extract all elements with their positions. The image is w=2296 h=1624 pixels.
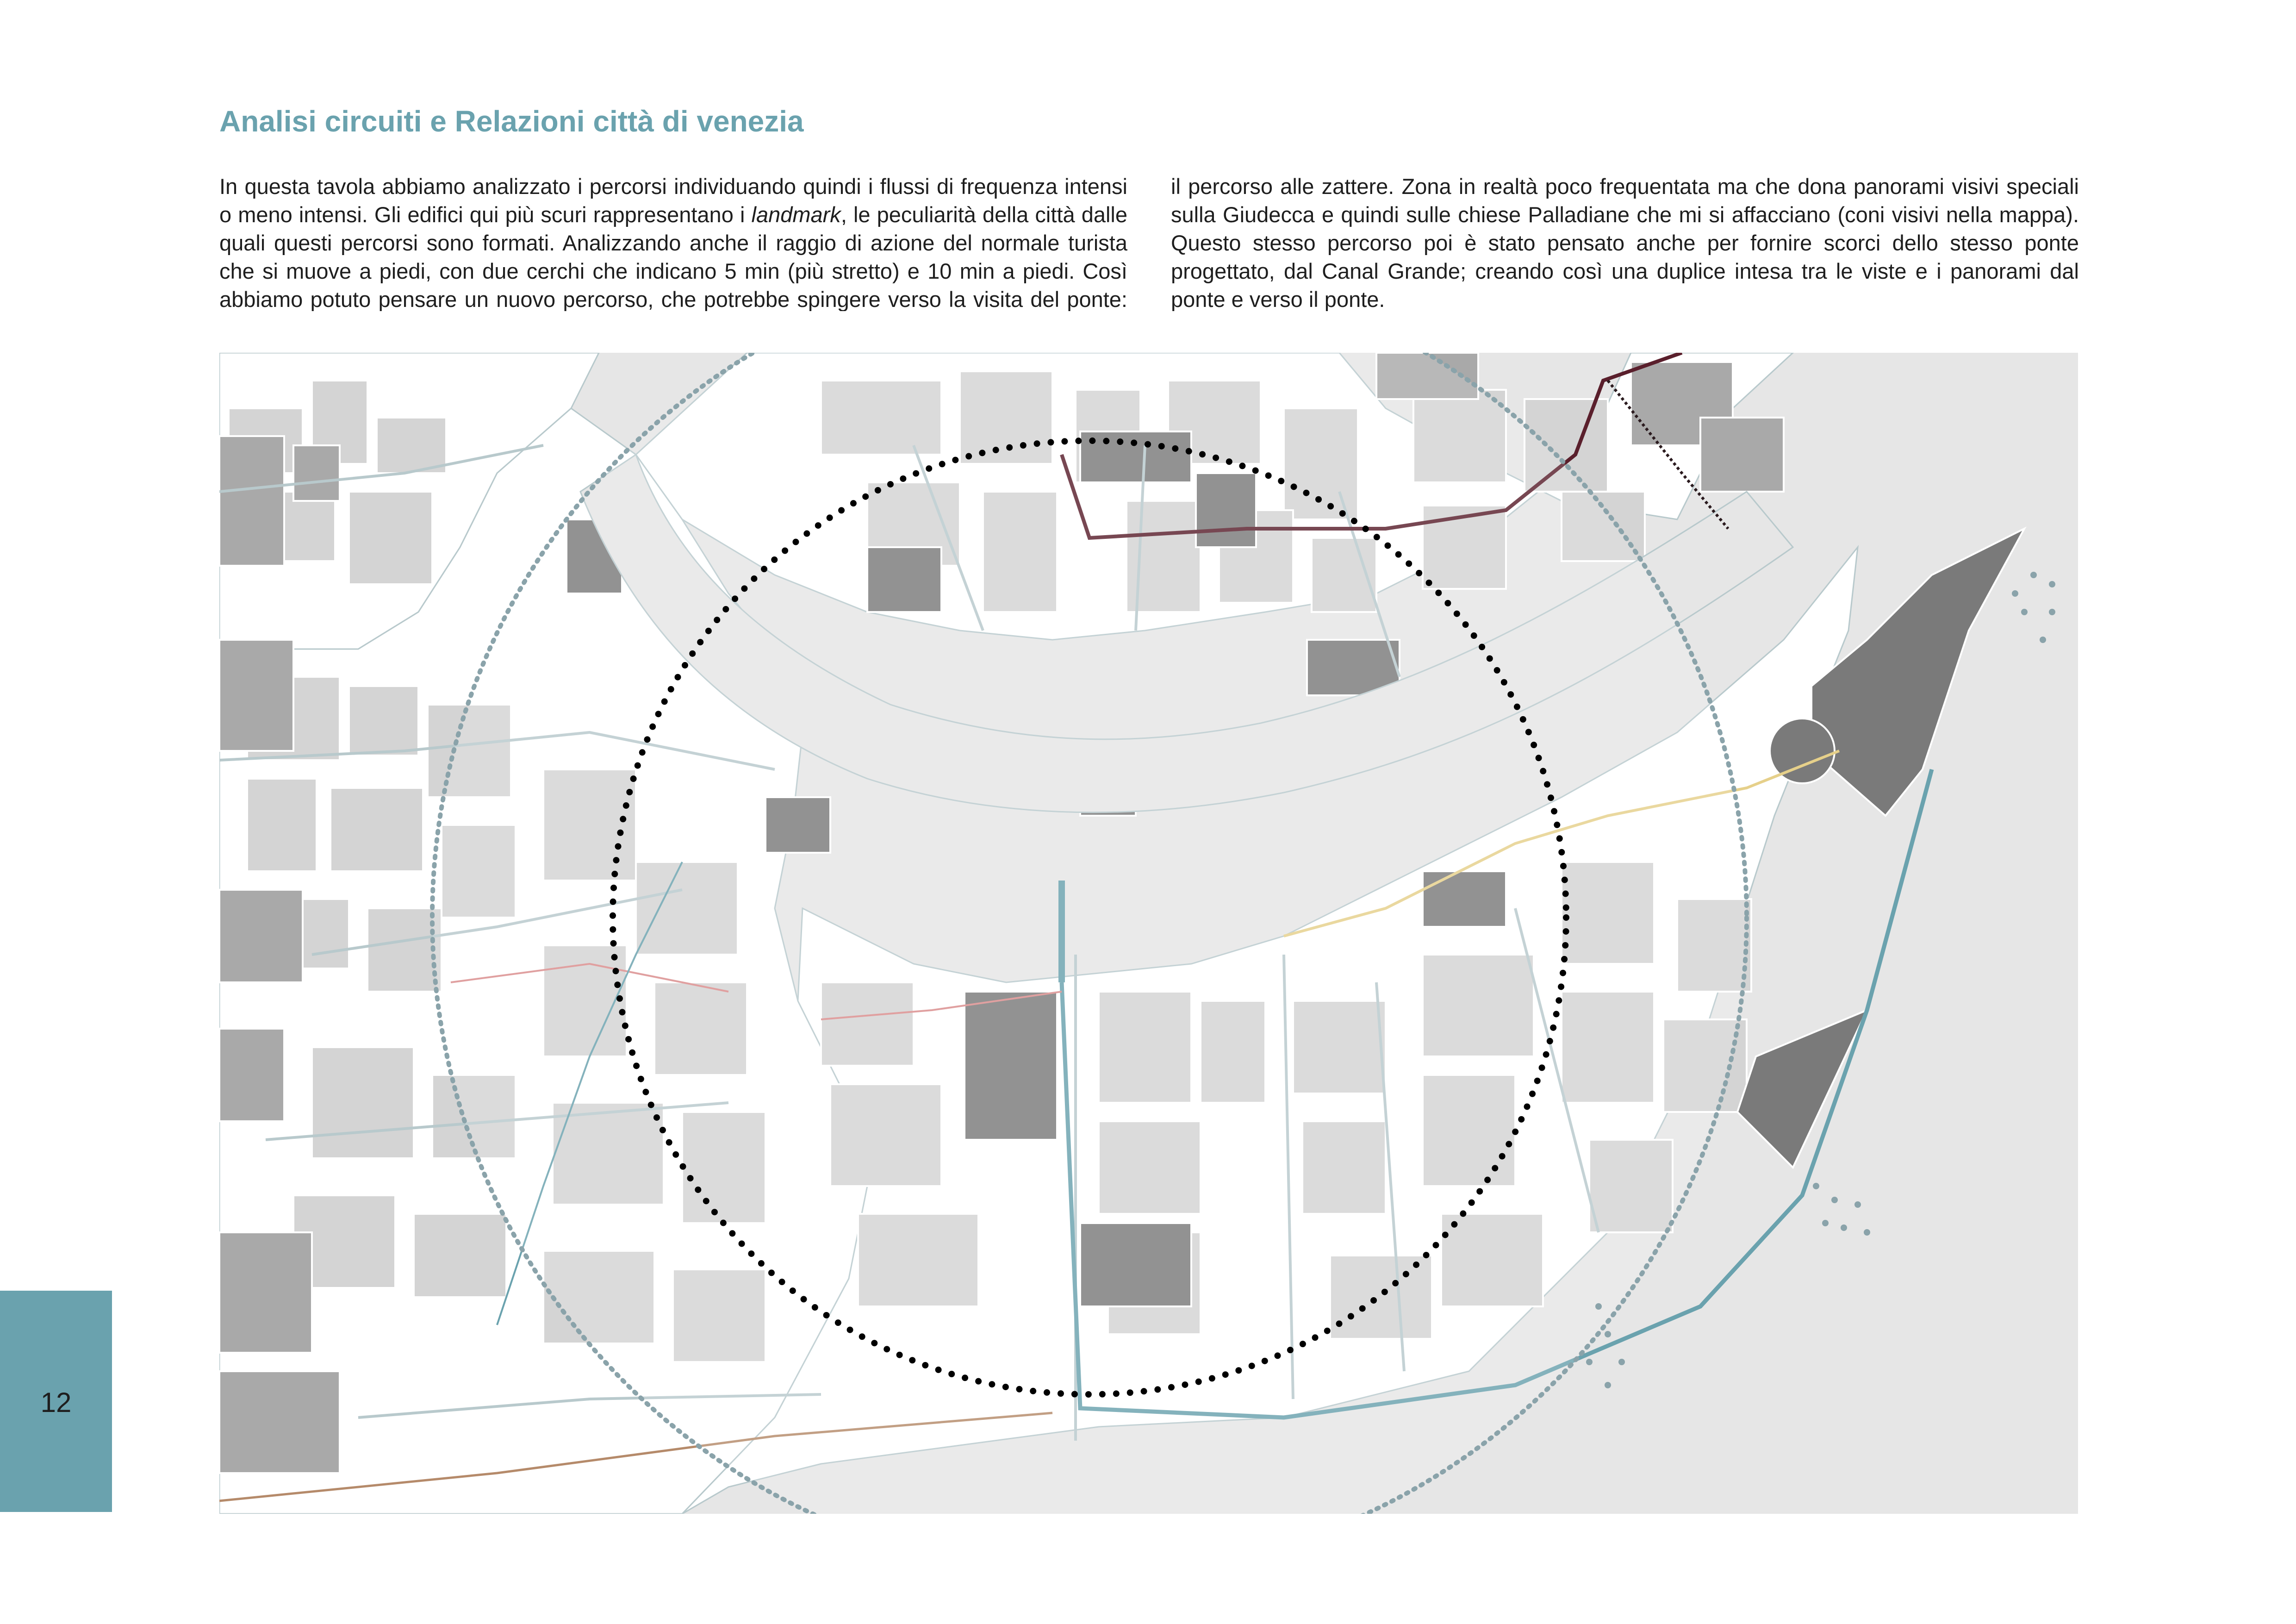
map-drawing <box>219 353 2078 1514</box>
page-number: 12 <box>40 1387 72 1418</box>
intro-left-line-4: che si muove a piedi, con due cerchi che indicano 5 min (più stretto) e 10 min a piedi. Così <box>219 259 1127 283</box>
page-title: Analisi circuiti e Relazioni città di venezia <box>219 105 804 138</box>
intro-left-line-2: o meno intensi. Gli edifici qui più scuri rappresentano i landmark, le peculiarità della città dalle <box>219 202 1127 227</box>
venice-map <box>219 353 2078 1514</box>
intro-left-line-3: quali questi percorsi sono formati. Analizzando anche il raggio di azione del normale turista <box>219 231 1127 255</box>
intro-right-line-5: ponte e verso il ponte. <box>1171 287 1385 311</box>
intro-left-line-5: abbiamo potuto pensare un nuovo percorso, che potrebbe spingere verso la visita del ponte: <box>219 287 1127 311</box>
intro-right-line-2: sulla Giudecca e quindi sulle chiese Palladiane che mi si affacciano (coni visivi nella mappa). <box>1171 202 2079 227</box>
intro-right-line-1: il percorso alle zattere. Zona in realtà poco frequentata ma che dona panorami visivi speciali <box>1171 174 2079 199</box>
walk-circle-10min <box>432 353 1747 1514</box>
intro-left-line-1: In questa tavola abbiamo analizzato i percorsi individuando quindi i flussi di frequenza intensi <box>219 174 1127 199</box>
intro-right-line-4: progettato, dal Canal Grande; creando così una duplice intesa tra le viste e i panorami dal <box>1171 259 2079 283</box>
intro-right-line-3: Questo stesso percorso poi è stato pensato anche per fornire scorci dello stesso ponte <box>1171 231 2079 255</box>
intro-text-left <box>219 172 1127 311</box>
intro-text-right <box>1171 172 2079 311</box>
landmark-term: landmark <box>751 202 841 227</box>
